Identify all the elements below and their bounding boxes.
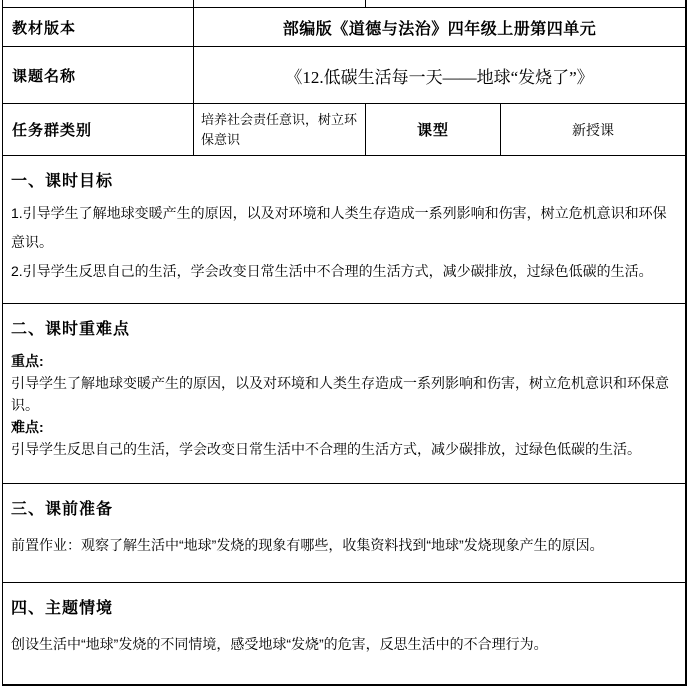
difficulty-label: 难点:: [11, 419, 44, 435]
task-group-row: [3, 104, 685, 156]
goals-body: [11, 199, 675, 286]
section-key-points: [3, 304, 685, 484]
lesson-plan-table: [2, 0, 687, 686]
textbook-row: [3, 8, 685, 47]
key-points-body: [11, 350, 675, 460]
goal-item-2: 2.引导学生反思自己的生活，学会改变日常生活中不合理的生活方式，减少碳排放，过绿色低碳的生活。: [11, 263, 653, 279]
section-lesson-goals: [3, 156, 685, 304]
course-type-value: 新授课: [572, 121, 614, 138]
section-preparation: [3, 484, 685, 583]
stub-cell-3: [366, 0, 685, 7]
stub-cell-2: [194, 0, 366, 7]
section-theme-situation: [3, 583, 685, 684]
key-point-label: 重点:: [11, 353, 44, 369]
lesson-title-value: 《12.低碳生活每一天——地球“发烧了”》: [285, 67, 594, 87]
stub-cell-1: [3, 0, 194, 7]
preparation-text: 前置作业：观察了解生活中“地球”发烧的现象有哪些，收集资料找到“地球”发烧现象产生的原因。: [11, 537, 604, 553]
course-type-label: 课型: [366, 104, 501, 155]
textbook-label: 教材版本: [3, 8, 194, 46]
section-heading-goals: 一、课时目标: [11, 173, 114, 190]
lesson-title-row: [3, 47, 685, 104]
section-heading-theme: 四、主题情境: [11, 600, 114, 617]
key-point-text: 引导学生了解地球变暖产生的原因，以及对环境和人类生存造成一系列影响和伤害，树立危机意识和环保意识。: [11, 375, 669, 413]
task-group-label: 任务群类别: [3, 104, 194, 155]
lesson-title-label: 课题名称: [3, 47, 194, 103]
textbook-value: 部编版《道德与法治》四年级上册第四单元: [282, 20, 597, 38]
section-heading-key-points: 二、课时重难点: [11, 321, 131, 338]
theme-text: 创设生活中“地球”发烧的不同情境，感受地球“发烧”的危害，反思生活中的不合理行为。: [11, 636, 548, 652]
task-group-value: 培养社会责任意识，树立环保意识: [194, 104, 366, 155]
section-heading-preparation: 三、课前准备: [11, 501, 114, 518]
goal-item-1: 1.引导学生了解地球变暖产生的原因，以及对环境和人类生存造成一系列影响和伤害，树立危机意识和环保意识。: [11, 205, 667, 250]
table-stub-row: [3, 0, 685, 8]
difficulty-text: 引导学生反思自己的生活，学会改变日常生活中不合理的生活方式，减少碳排放，过绿色低碳的生活。: [11, 441, 641, 457]
